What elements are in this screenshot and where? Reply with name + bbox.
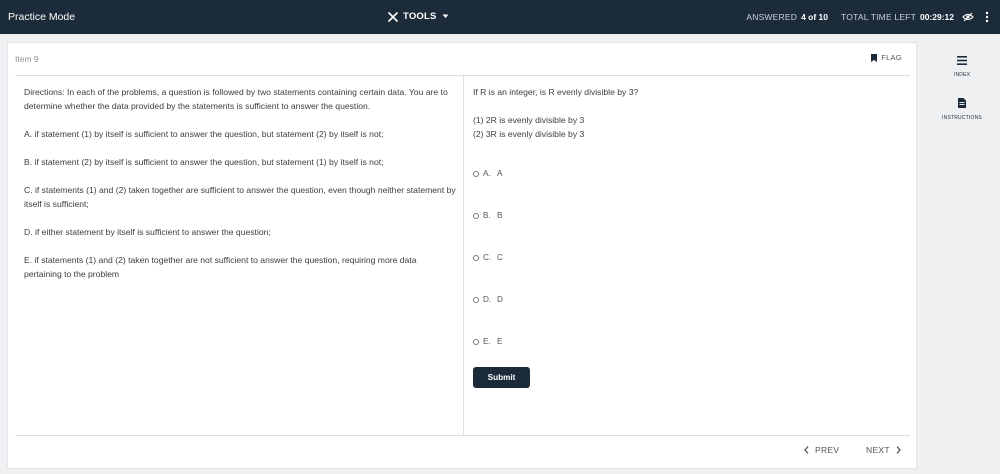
statements [473,113,903,141]
choice-letter: C. [483,253,492,262]
choice-e[interactable] [473,321,903,363]
choice-d[interactable] [473,279,903,321]
chevron-left-icon [804,446,809,454]
answer-choices [473,153,903,363]
index-button[interactable] [924,52,1000,78]
answered-count: 4 of 10 [801,12,829,22]
instructions-button[interactable] [924,95,1000,121]
radio-icon[interactable] [473,213,479,219]
document-icon [958,98,966,108]
radio-icon[interactable] [473,297,479,303]
directions-pane [24,85,456,295]
flag-label: FLAG [881,53,902,62]
flag-button[interactable] [871,53,902,62]
bookmark-icon [871,54,877,62]
question-pane [473,85,903,388]
choice-text: E [497,337,503,346]
choice-a[interactable] [473,153,903,195]
chevron-down-icon [442,14,449,19]
choice-text: B [497,211,503,220]
directions-option-b: B. if statement (2) by itself is sufficient to answer the question, but statement (1) by itself is not; [24,157,384,167]
top-bar [0,0,1000,34]
choice-text: C [497,253,503,262]
index-label: INDEX [953,72,971,78]
radio-icon[interactable] [473,255,479,261]
instructions-label: INSTRUCTIONS [942,115,982,121]
mode-title: Practice Mode [8,11,76,23]
choice-letter: B. [483,211,491,220]
statement-1: (1) 2R is evenly divisible by 3 [473,115,585,125]
directions-option-e: E. if statements (1) and (2) taken together are not sufficient to answer the question, requiring more data pertaining to the problem [24,255,417,279]
tools-icon [388,12,398,22]
choice-text: A [497,169,503,178]
choice-text: D [497,295,503,304]
choice-letter: D. [483,295,492,304]
directions-option-a: A. if statement (1) by itself is sufficient to answer the question, but statement (2) by itself is not; [24,129,384,139]
question-stem: If R is an integer, is R evenly divisible by 3? [473,87,639,97]
menu-icon [957,56,967,65]
next-button[interactable] [866,445,901,455]
item-number: Item 9 [15,54,39,64]
choice-letter: A. [483,169,491,178]
hide-timer-icon[interactable] [962,12,974,22]
prev-label: PREV [815,445,840,455]
directions-intro: Directions: In each of the problems, a question is followed by two statements containing certain data. You are to determine whether the data provided by the statements is sufficient to answer the question. [24,87,448,111]
prev-button[interactable] [804,445,839,455]
next-label: NEXT [866,445,890,455]
choice-b[interactable] [473,195,903,237]
time-left-value: 00:29:12 [919,12,954,22]
chevron-right-icon [896,446,901,454]
pane-divider [463,75,464,435]
question-card [7,42,917,469]
tools-menu[interactable] [388,11,449,22]
answered-label: ANSWERED [746,12,798,22]
choice-letter: E. [483,337,491,346]
time-left-label: TOTAL TIME LEFT [841,12,916,22]
tools-label: TOOLS [403,11,437,22]
choice-c[interactable] [473,237,903,279]
status-area [746,11,990,23]
radio-icon[interactable] [473,171,479,177]
more-vertical-icon[interactable] [984,11,990,23]
submit-button[interactable]: Submit [473,367,530,388]
radio-icon[interactable] [473,339,479,345]
directions-option-d: D. if either statement by itself is sufficient to answer the question; [24,227,271,237]
directions-option-c: C. if statements (1) and (2) taken together are sufficient to answer the question, even though neither statement by itself is sufficient; [24,185,456,209]
statement-2: (2) 3R is evenly divisible by 3 [473,129,585,139]
divider [15,435,910,436]
